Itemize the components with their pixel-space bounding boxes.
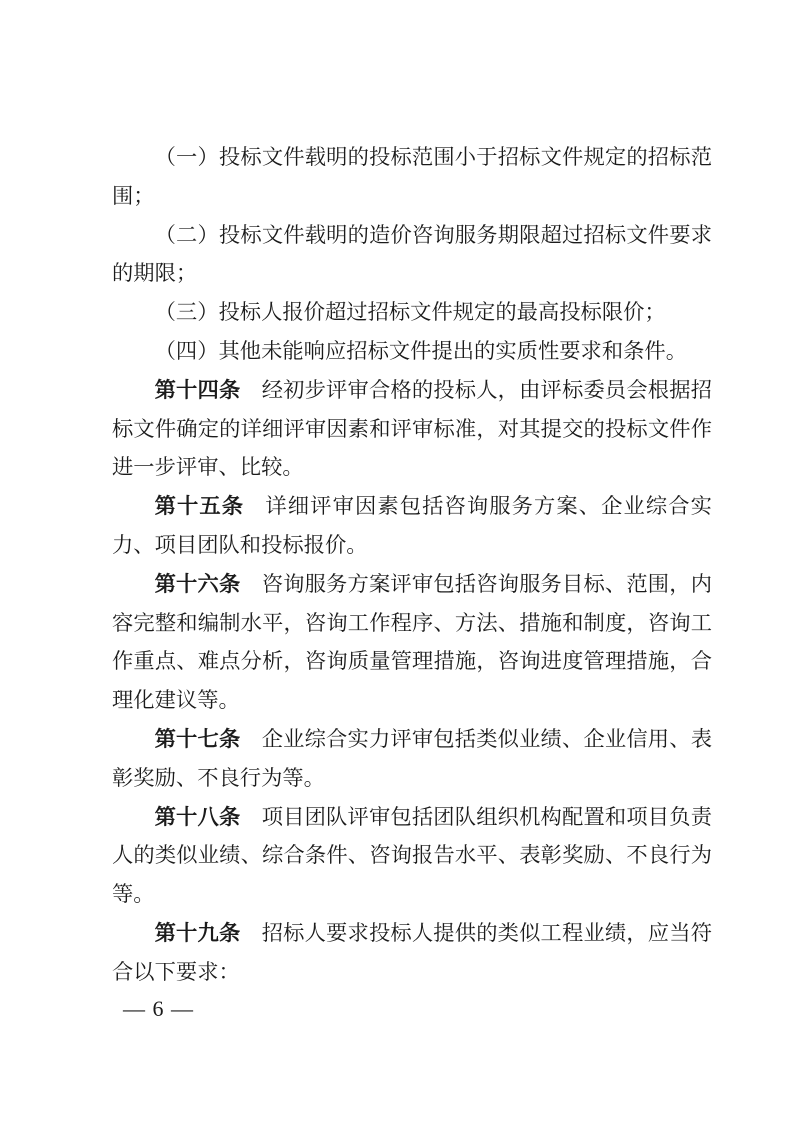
paragraph-text: 咨询服务方案评审包括咨询服务目标、范围，内容完整和编制水平，咨询工作程序、方法、措施和制度，咨询工作重点、难点分析，咨询质量管理措施，咨询进度管理措施，合理化建议等。 bbox=[112, 571, 712, 713]
article-number: 第十四条 bbox=[154, 377, 241, 402]
article-number: 第十七条 bbox=[154, 726, 241, 751]
paragraph-text: 经初步评审合格的投标人，由评标委员会根据招标文件确定的详细评审因素和评审标准，对其提交的投标文件作进一步评审、比较。 bbox=[112, 377, 712, 480]
paragraph-text: （四）其他未能响应招标文件提出的实质性要求和条件。 bbox=[154, 338, 688, 363]
paragraph-text: 招标人要求投标人提供的类似工程业绩，应当符合以下要求： bbox=[112, 920, 712, 984]
article-number: 第十五条 bbox=[154, 494, 245, 519]
paragraph-text: 企业综合实力评审包括类似业绩、企业信用、表彰奖励、不良行为等。 bbox=[112, 726, 712, 790]
list-item-2 bbox=[112, 216, 712, 294]
list-item-3 bbox=[112, 293, 712, 332]
page-number: — 6 — bbox=[123, 996, 194, 1021]
article-number: 第十六条 bbox=[154, 571, 241, 596]
paragraph-text: （一）投标文件载明的投标范围小于招标文件规定的招标范围； bbox=[112, 145, 712, 208]
paragraph-text: 项目团队评审包括团队组织机构配置和项目负责人的类似业绩、综合条件、咨询报告水平、表彰奖励、不良行为等。 bbox=[112, 804, 712, 907]
article-14 bbox=[112, 371, 712, 487]
article-18 bbox=[112, 798, 712, 914]
article-number: 第十九条 bbox=[154, 920, 241, 945]
paragraph-text: （三）投标人报价超过招标文件规定的最高投标限价； bbox=[154, 300, 666, 325]
document-body bbox=[112, 138, 712, 992]
article-19 bbox=[112, 914, 712, 992]
article-15 bbox=[112, 487, 712, 565]
paragraph-text: （二）投标文件载明的造价咨询服务期限超过招标文件要求的期限； bbox=[112, 222, 712, 286]
article-17 bbox=[112, 720, 712, 798]
paragraph-text: 详细评审因素包括咨询服务方案、企业综合实力、项目团队和投标报价。 bbox=[112, 494, 712, 557]
list-item-1 bbox=[112, 138, 712, 216]
article-number: 第十八条 bbox=[154, 804, 241, 829]
article-16 bbox=[112, 565, 712, 720]
list-item-4 bbox=[112, 332, 712, 371]
